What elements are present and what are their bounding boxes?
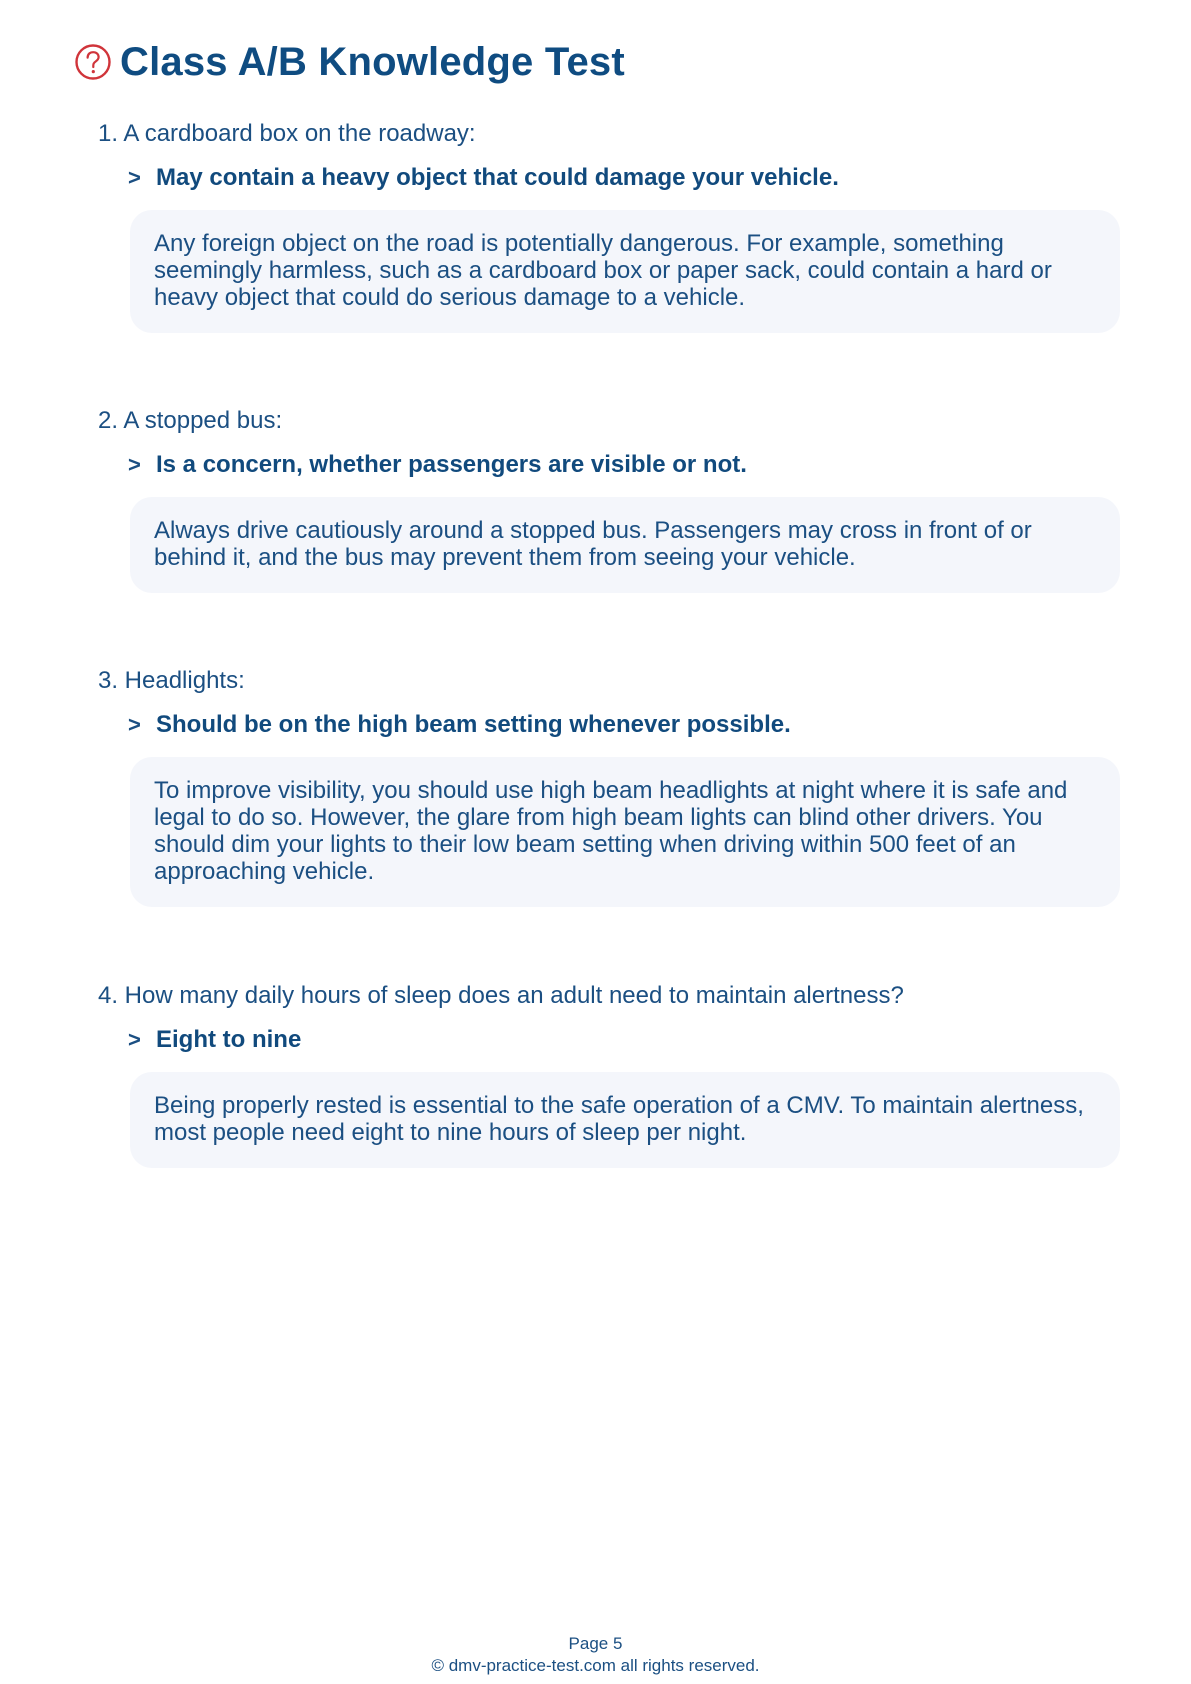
page-header [74, 42, 625, 82]
question-text: 4. How many daily hours of sleep does an adult need to maintain alertness? [98, 982, 904, 1009]
chevron-right-icon: > [128, 452, 141, 477]
answer-text: May contain a heavy object that could damage your vehicle. [156, 164, 839, 191]
help-circle-icon [74, 43, 112, 81]
question-text: 2. A stopped bus: [98, 407, 283, 434]
question-1 [98, 120, 1120, 333]
chevron-right-icon: > [128, 165, 141, 190]
question-text: 3. Headlights: [98, 667, 245, 694]
answer-text: Should be on the high beam setting whenever possible. [156, 711, 791, 738]
question-3 [98, 667, 1120, 907]
chevron-right-icon: > [128, 712, 141, 737]
question-4 [98, 982, 1120, 1168]
answer-row [128, 164, 1120, 192]
explanation-box: Always drive cautiously around a stopped bus. Passengers may cross in front of or behind it, and the bus may prevent them from seeing your vehicle. [130, 497, 1120, 593]
answer-row [128, 711, 1120, 739]
explanation-box: Any foreign object on the road is potentially dangerous. For example, something seemingly harmless, such as a cardboard box or paper sack, could contain a hard or heavy object that could do serious damage to a vehicle. [130, 210, 1120, 333]
question-text: 1. A cardboard box on the roadway: [98, 120, 476, 147]
explanation-box: Being properly rested is essential to the safe operation of a CMV. To maintain alertness, most people need eight to nine hours of sleep per night. [130, 1072, 1120, 1168]
answer-text: Is a concern, whether passengers are visible or not. [156, 451, 747, 478]
page-number: Page 5 [568, 1634, 623, 1653]
page-footer [0, 1633, 1191, 1677]
chevron-right-icon: > [128, 1027, 141, 1052]
answer-row [128, 451, 1120, 479]
copyright-text: © dmv-practice-test.com all rights reserved. [431, 1656, 760, 1675]
page-title: Class A/B Knowledge Test [120, 40, 625, 84]
question-2 [98, 407, 1120, 593]
answer-row [128, 1026, 1120, 1054]
answer-text: Eight to nine [156, 1026, 302, 1053]
explanation-box: To improve visibility, you should use high beam headlights at night where it is safe and legal to do so. However, the glare from high beam lights can blind other drivers. You should dim your lights to their low beam setting when driving within 500 feet of an approaching vehicle. [130, 757, 1120, 907]
